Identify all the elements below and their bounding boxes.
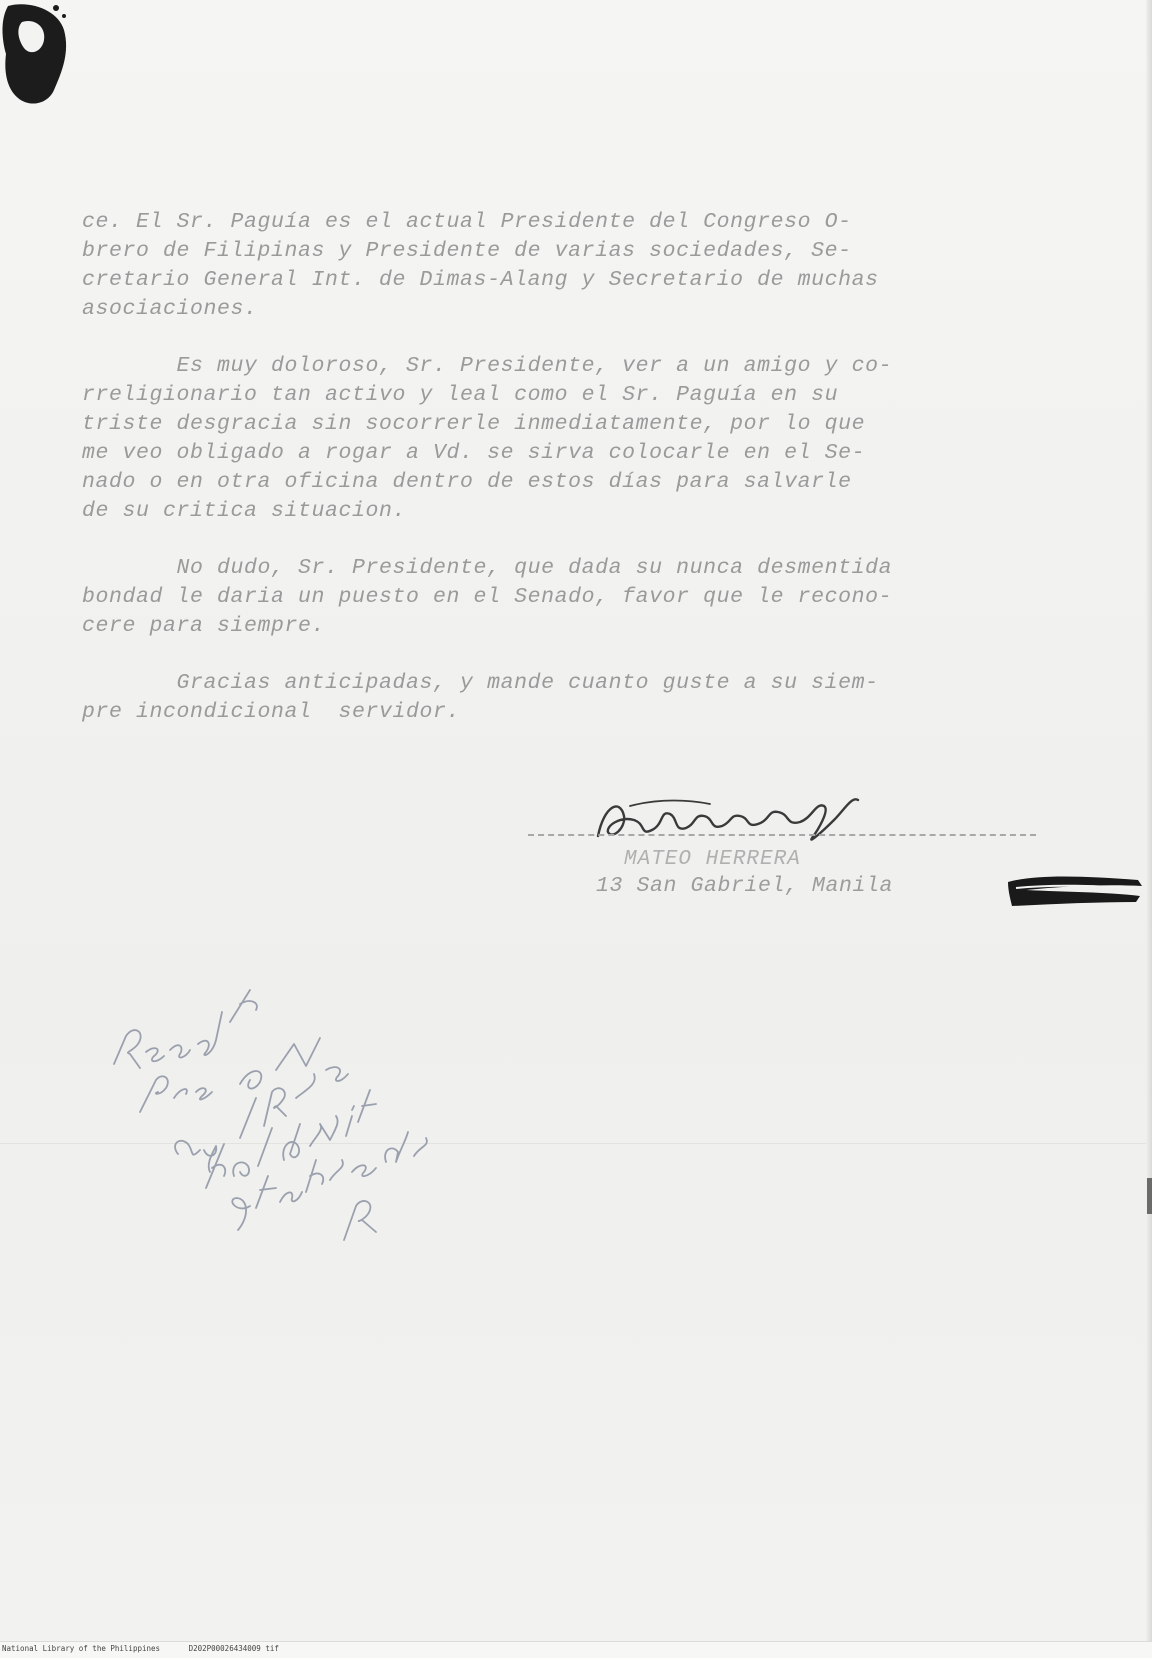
redaction-mark xyxy=(1006,872,1146,912)
handwritten-signature xyxy=(590,786,880,852)
scan-footer xyxy=(0,1641,1152,1658)
footer-file: D202P00026434009 tif xyxy=(188,1644,279,1653)
paragraph-1: ce. El Sr. Paguía es el actual Presidente del Congreso O- brero de Filipinas y Presidente de varias sociedades, Se- cretario General Int. de Dimas-Alang y Secretario de muchas asociaciones. xyxy=(82,210,879,321)
paragraph-4: Gracias anticipadas, y mande cuanto guste a su siem- pre incondicional servidor. xyxy=(82,671,879,724)
signer-name: MATEO HERRERA xyxy=(624,848,801,871)
signer-address: 13 San Gabriel, Manila xyxy=(596,874,894,898)
letter-body xyxy=(82,208,1112,755)
handwritten-annotation xyxy=(100,940,460,1260)
footer-library: National Library of the Philippines xyxy=(2,1644,161,1653)
corner-ink-blot xyxy=(0,0,80,110)
page-edge-shadow xyxy=(1146,0,1152,1658)
paragraph-3: No dudo, Sr. Presidente, que dada su nunca desmentida bondad le daria un puesto en el Senado, favor que le recono- cere para siempre. xyxy=(82,556,893,638)
paragraph-2: Es muy doloroso, Sr. Presidente, ver a un amigo y co- rreligionario tan activo y leal como el Sr. Paguía en su triste desgracia sin socorrerle inmediatamente, por lo que me veo obligado a rogar a Vd. se sirva colocarle en el Se- nado o en otra oficina dentro de estos días para salvarle de su critica situacion. xyxy=(82,354,893,523)
binding-tab xyxy=(1147,1178,1152,1214)
signature-line xyxy=(528,834,1036,836)
